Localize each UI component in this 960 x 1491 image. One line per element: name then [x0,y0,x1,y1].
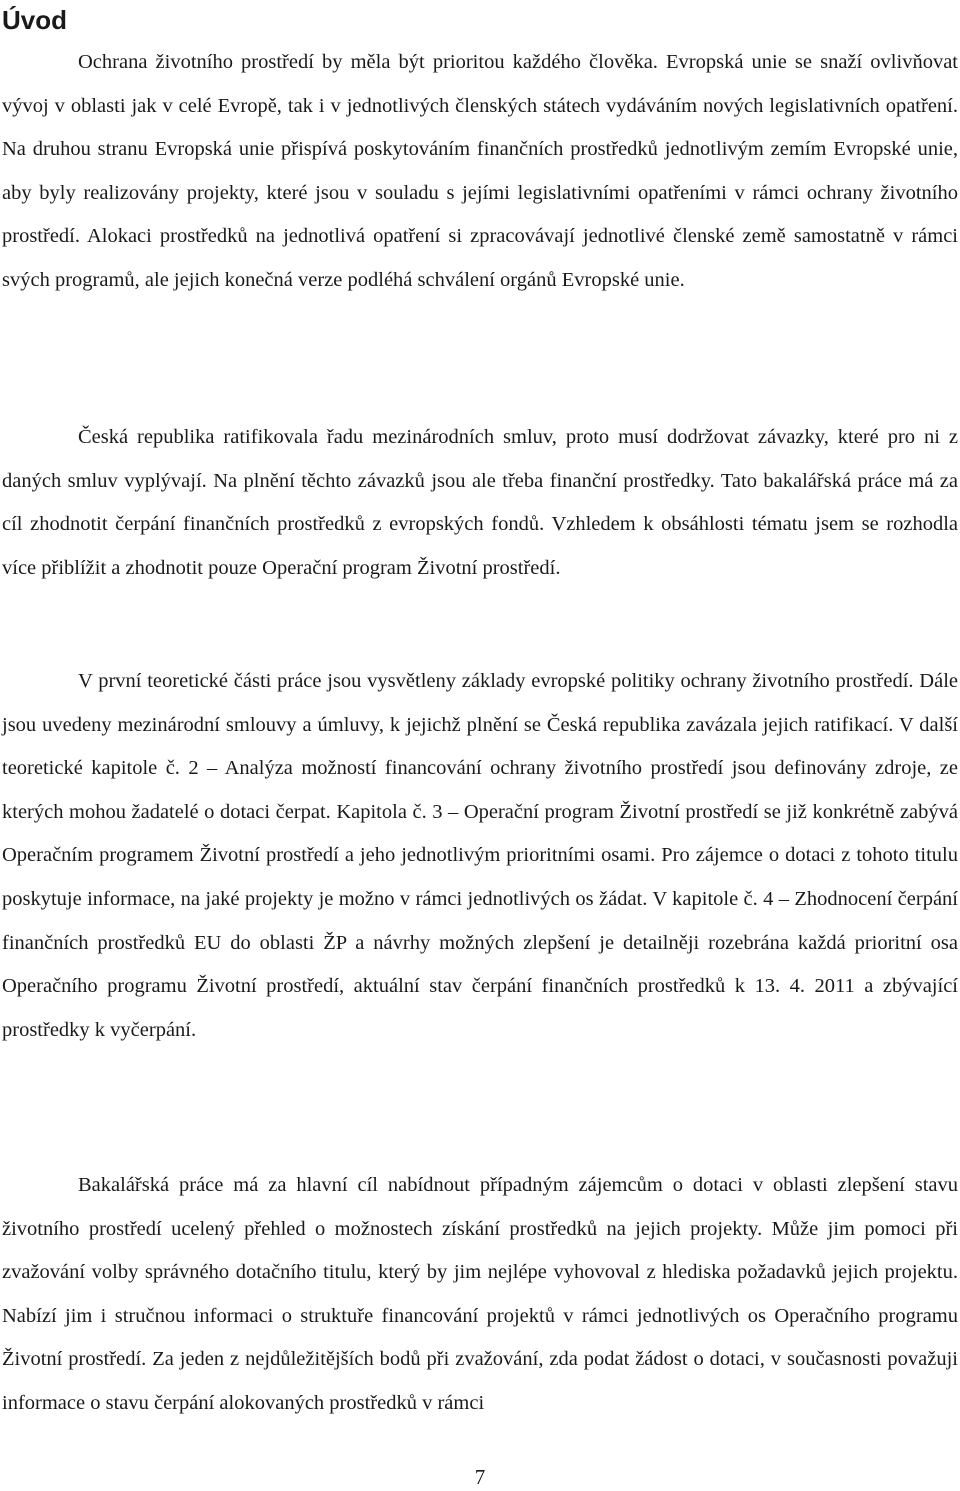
paragraph-2: Česká republika ratifikovala řadu mezinárodních smluv, proto musí dodržovat závazky, které pro ni z daných smluv vyplývají. Na plnění těchto závazků jsou ale třeba finanční prostředky. Tato bakalářská práce má za cíl zhodnotit čerpání finančních prostředků z evropských fondů. Vzhledem k obsáhlosti tématu jsem se rozhodla více přiblížit a zhodnotit pouze Operační program Životní prostředí. [2,426,958,579]
section-heading: Úvod [2,5,67,35]
page-number: 7 [474,1465,486,1489]
paragraph-4: Bakalářská práce má za hlavní cíl nabídnout případným zájemcům o dotaci v oblasti zlepšení stavu životního prostředí ucelený přehled o možnostech získání prostředků na jejich projekty. Může jim pomoci při zvažování volby správného dotačního titulu, který by jim nejlépe vyhovoval z hlediska požadavků jejich projektu. Nabízí jim i stručnou informaci o struktuře financování projektů v rámci jednotlivých os Operačního programu Životní prostředí. Za jeden z nejdůležitějších bodů při zvažování, zda podat žádost o dotaci, v současnosti považuji informace o stavu čerpání alokovaných prostředků v rámci [2,1174,958,1414]
paragraph-1: Ochrana životního prostředí by měla být prioritou každého člověka. Evropská unie se snaží ovlivňovat vývoj v oblasti jak v celé Evropě, tak i v jednotlivých členských státech vydáváním nových legislativních opatření. Na druhou stranu Evropská unie přispívá poskytováním finančních prostředků jednotlivým zemím Evropské unie, aby byly realizovány projekty, které jsou v souladu s jejími legislativními opatřeními v rámci ochrany životního prostředí. Alokaci prostředků na jednotlivá opatření si zpracovávají jednotlivé členské země samostatně v rámci svých programů, ale jejich konečná verze podléhá schválení orgánů Evropské unie. [2,51,958,291]
paragraph-3: V první teoretické části práce jsou vysvětleny základy evropské politiky ochrany životního prostředí. Dále jsou uvedeny mezinárodní smlouvy a úmluvy, k jejichž plnění se Česká republika zavázala jejich ratifikací. V další teoretické kapitole č. 2 – Analýza možností financování ochrany životního prostředí jsou definovány zdroje, ze kterých mohou žadatelé o dotaci čerpat. Kapitola č. 3 – Operační program Životní prostředí se již konkrétně zabývá Operačním programem Životní prostředí a jeho jednotlivým prioritními osami. Pro zájemce o dotaci z tohoto titulu poskytuje informace, na jaké projekty je možno v rámci jednotlivých os žádat. V kapitole č. 4 – Zhodnocení čerpání finančních prostředků EU do oblasti ŽP a návrhy možných zlepšení je detailněji rozebrána každá prioritní osa Operačního programu Životní prostředí, aktuální stav čerpání finančních prostředků k 13. 4. 2011 a zbývající prostředky k vyčerpání. [2,670,958,1041]
